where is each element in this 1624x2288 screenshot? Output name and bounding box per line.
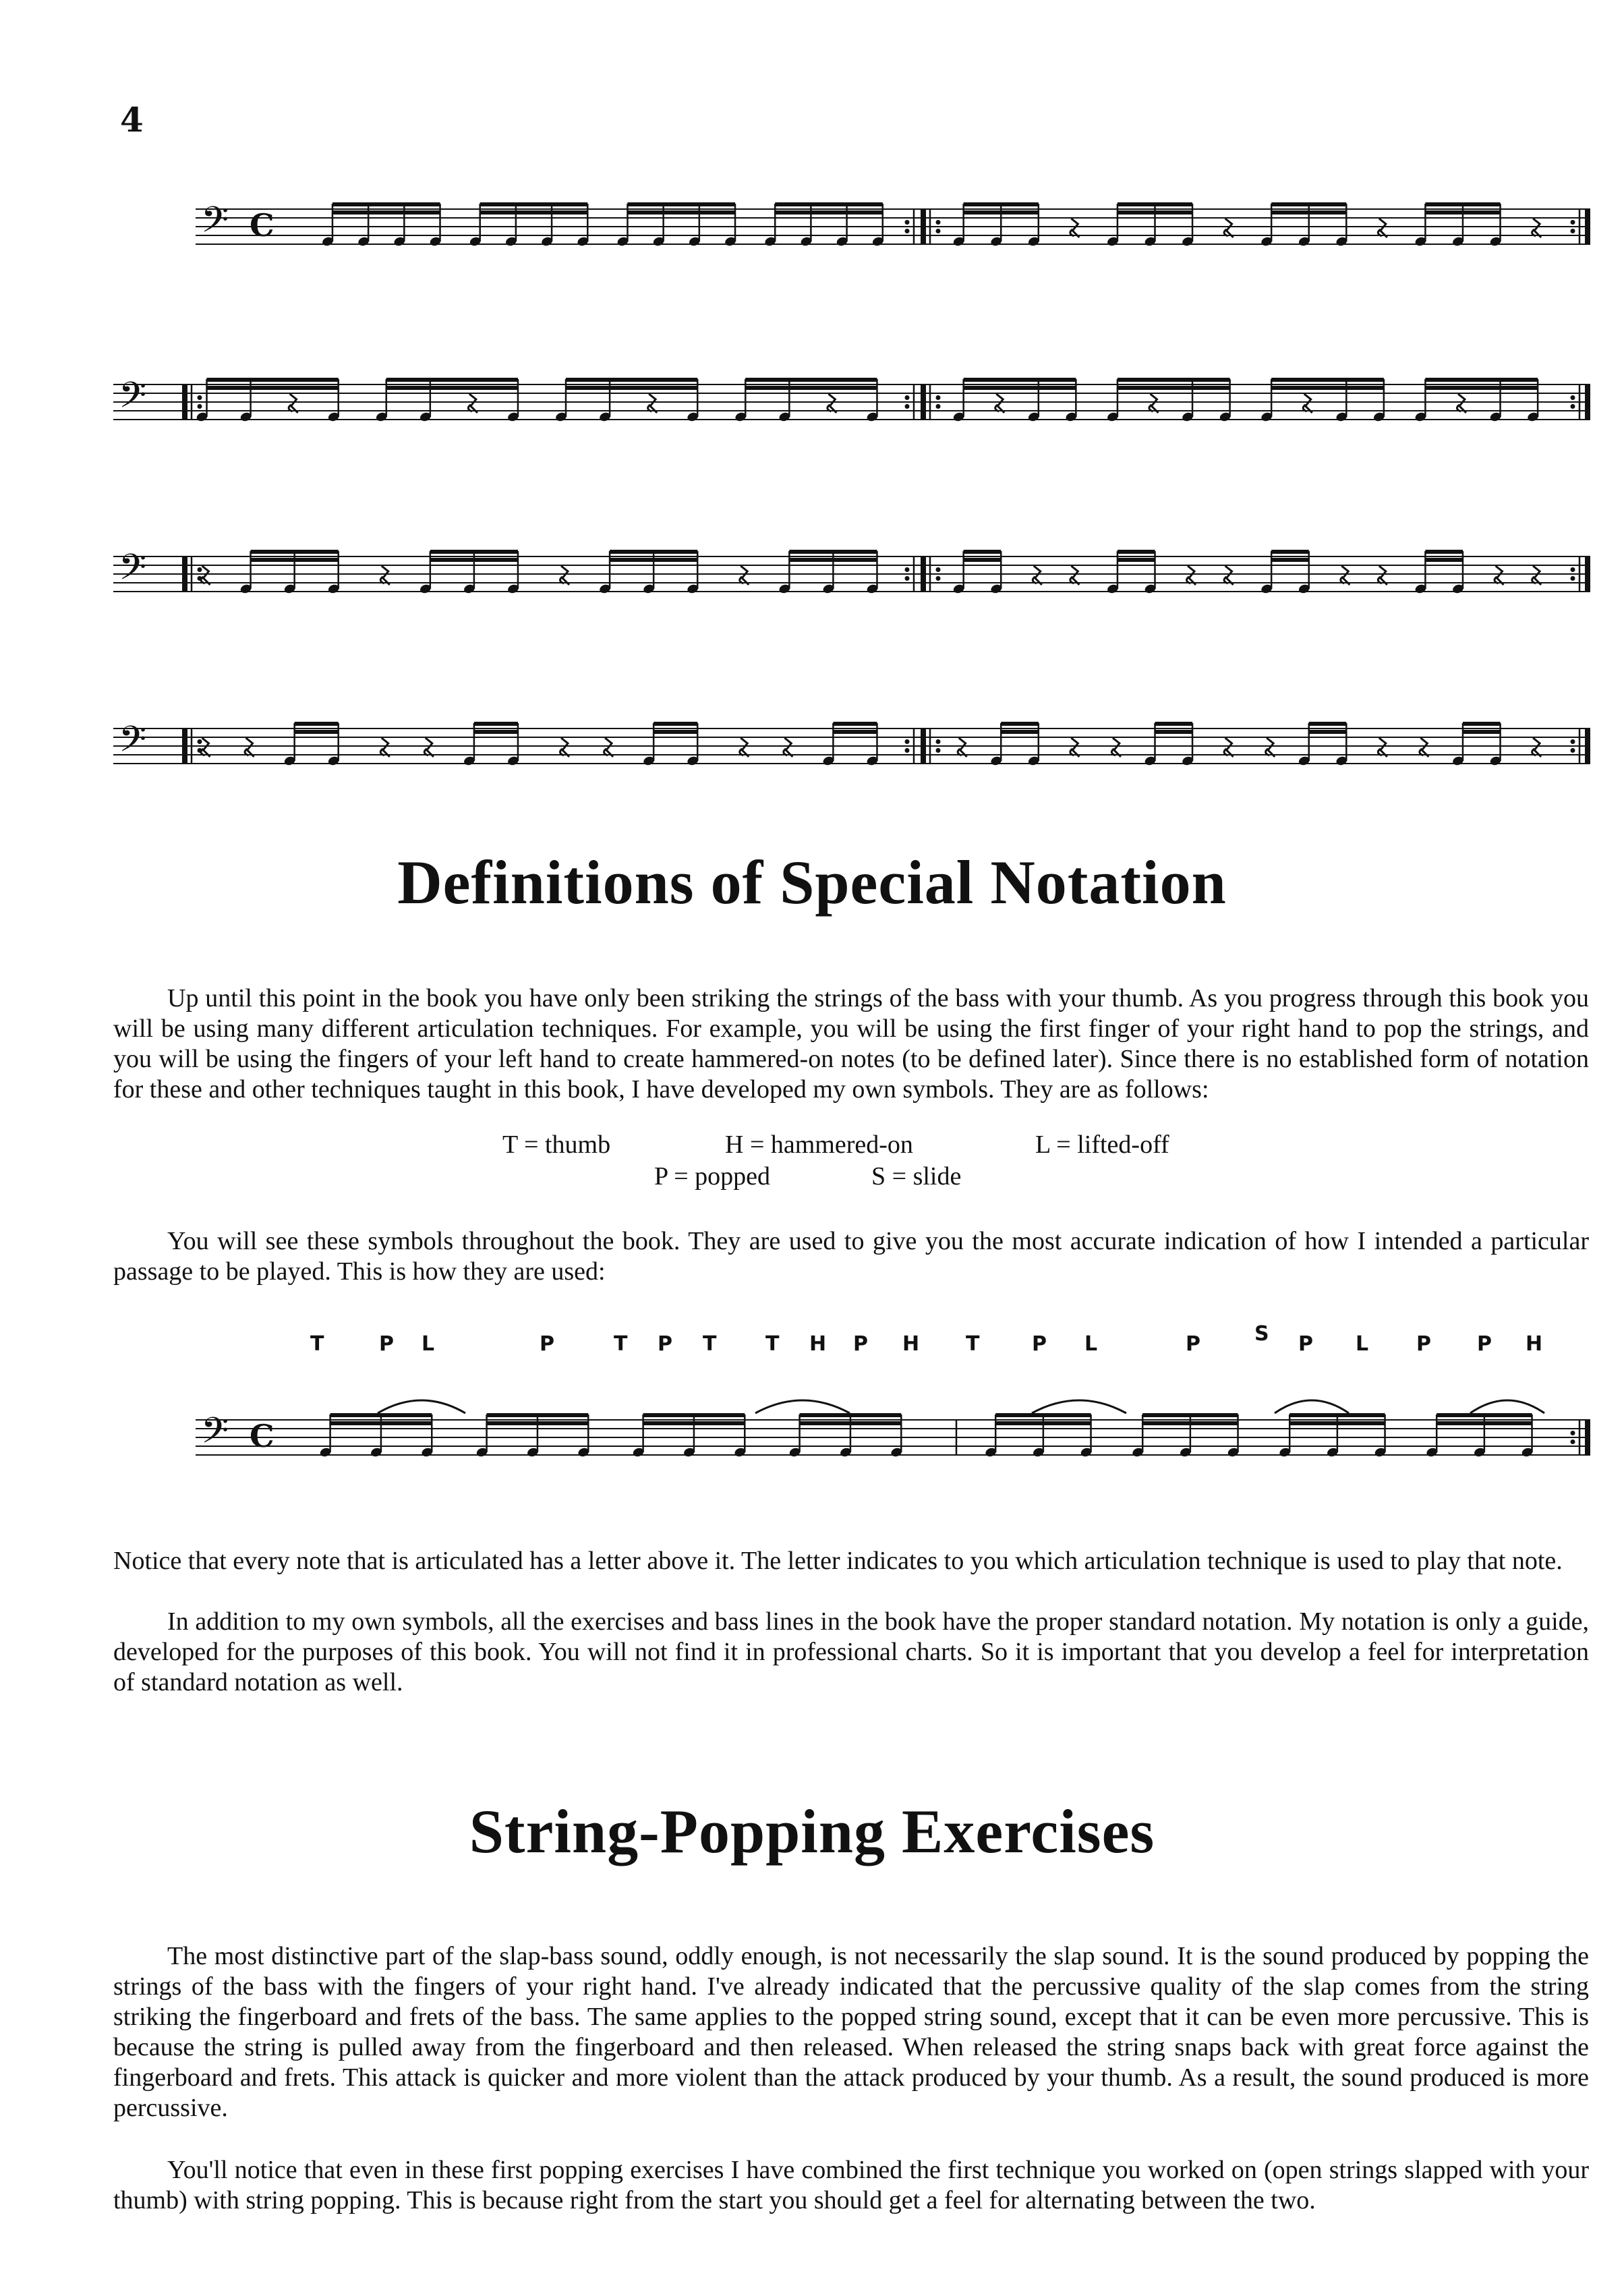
sixteenth-rest — [1532, 738, 1542, 757]
beam — [800, 1413, 902, 1417]
articulation-letter: H — [809, 1332, 827, 1356]
beam — [789, 550, 877, 554]
beam — [627, 202, 735, 206]
barline-thick — [921, 728, 926, 764]
popping-paragraph-1: The most distinctive part of the slap-bass sound, oddly enough, is not necessarily the slap sound. It is the sound produced by popping the strings of the bass with the fingers of your right hand. I've already indicated that the percussive quality of the slap comes from the string striking the fingerboard and frets of the bass. The same applies to the popped string sound, except that it can be even more percussive. This is because the string is pulled away from the fingerboard and then released. When released the string snaps back with great force against the fingerboard and frets. This attack is quicker and more violent than the attack produced by your thumb. As a result, the sound produced is more percussive. — [113, 1942, 1589, 2122]
slur — [1032, 1400, 1126, 1413]
exercise-staff-4 — [0, 691, 1624, 786]
barline-thick — [921, 384, 926, 420]
repeat-dot — [905, 576, 910, 581]
beam — [1425, 558, 1463, 562]
sixteenth-rest — [1495, 566, 1504, 585]
beam — [833, 730, 877, 734]
sixteenth-rest — [1224, 219, 1234, 237]
time-signature: C — [250, 207, 274, 244]
beam — [1155, 730, 1192, 734]
beam — [964, 386, 1076, 390]
sixteenth-rest — [740, 566, 749, 585]
bass-clef: 𝄢 — [119, 375, 147, 425]
beam — [474, 722, 518, 726]
repeat-dot — [905, 567, 910, 572]
barline-thick — [182, 556, 187, 592]
beam — [1001, 722, 1039, 726]
beam — [1425, 386, 1538, 390]
beam — [1289, 1421, 1385, 1425]
barline-thick — [1585, 556, 1590, 592]
sixteenth-rest — [648, 394, 658, 413]
repeat-dot — [905, 395, 910, 400]
sixteenth-rest — [1378, 738, 1387, 757]
articulation-letter: P — [1186, 1332, 1200, 1356]
articulation-letter: T — [310, 1332, 324, 1356]
beam — [995, 1421, 1091, 1425]
articulation-letter: P — [1032, 1332, 1047, 1356]
sixteenth-rest — [380, 738, 390, 757]
beam — [745, 378, 877, 382]
sixteenth-rest — [1378, 566, 1387, 585]
sixteenth-rest — [201, 738, 210, 757]
popping-paragraph-2: You'll notice that even in these first popping exercises I have combined the first technique you worked on (open strings slapped with your thumb) with string popping. This is because right from the start you should get a feel for alternating between the two. — [113, 2156, 1589, 2214]
exercise-staff-3 — [0, 519, 1624, 614]
sixteenth-rest — [201, 566, 210, 585]
slur — [1470, 1400, 1544, 1413]
beam — [330, 1413, 432, 1417]
articulation-letter: T — [703, 1332, 717, 1356]
beam — [386, 378, 518, 382]
repeat-dot — [1571, 567, 1575, 572]
beam — [610, 550, 697, 554]
repeat-dot — [936, 567, 941, 572]
sixteenth-rest — [1341, 566, 1350, 585]
beam — [1437, 1413, 1532, 1417]
beam — [964, 210, 1039, 214]
beam — [1425, 202, 1500, 206]
sixteenth-rest — [1457, 394, 1466, 413]
beam — [1271, 550, 1309, 554]
beam — [610, 558, 697, 562]
sixteenth-rest — [740, 738, 749, 757]
sixteenth-rest — [468, 394, 477, 413]
symbol-lifted-off: L = lifted-off — [1035, 1131, 1169, 1159]
repeat-dot — [905, 748, 910, 753]
beam — [207, 386, 339, 390]
definitions-notice: Notice that every note that is articulated has a letter above it. The letter indicates to you which articulation technique is used to play that note. — [113, 1547, 1563, 1575]
beam — [995, 1413, 1091, 1417]
sixteenth-rest — [1070, 566, 1080, 585]
sixteenth-rest — [1111, 738, 1121, 757]
repeat-dot — [905, 404, 910, 409]
beam — [295, 730, 339, 734]
sixteenth-rest — [1266, 738, 1275, 757]
beam — [964, 558, 1002, 562]
sixteenth-rest — [604, 738, 614, 757]
sixteenth-rest — [1303, 394, 1312, 413]
sixteenth-rest — [380, 566, 390, 585]
bass-clef: 𝄢 — [201, 1410, 229, 1460]
beam — [833, 722, 877, 726]
beam — [1118, 386, 1230, 390]
beam — [1155, 722, 1192, 726]
barline-thick — [1585, 1420, 1590, 1455]
repeat-dot — [1571, 404, 1575, 409]
definitions-title: Definitions of Special Notation — [397, 848, 1227, 917]
symbol-slide: S = slide — [871, 1162, 962, 1191]
repeat-dot — [936, 229, 941, 233]
popping-title: String-Popping Exercises — [469, 1797, 1155, 1866]
beam — [207, 378, 339, 382]
sixteenth-rest — [828, 394, 837, 413]
sixteenth-rest — [784, 738, 793, 757]
beam — [789, 558, 877, 562]
sixteenth-rest — [289, 394, 298, 413]
repeat-dot — [1571, 220, 1575, 225]
articulation-letter: P — [1416, 1332, 1431, 1356]
articulation-letter: L — [1356, 1332, 1369, 1356]
beam — [474, 730, 518, 734]
slur — [755, 1400, 850, 1413]
articulation-letter: L — [1084, 1332, 1098, 1356]
repeat-dot — [198, 739, 202, 744]
beam — [1118, 378, 1230, 382]
beam — [566, 378, 697, 382]
repeat-dot — [1571, 739, 1575, 744]
barline-thick — [921, 209, 926, 244]
symbol-hammered-on: H = hammered-on — [725, 1131, 913, 1159]
exercise-staff-1 — [0, 182, 1624, 263]
beam — [1118, 210, 1192, 214]
articulation-letter: T — [614, 1332, 628, 1356]
repeat-dot — [936, 404, 941, 409]
repeat-dot — [1571, 229, 1575, 233]
beam — [1309, 722, 1347, 726]
beam — [566, 386, 697, 390]
barline-thick — [921, 556, 926, 592]
exercise-staff-2 — [0, 347, 1624, 442]
bass-clef: 𝄢 — [119, 547, 147, 597]
sixteenth-rest — [1224, 738, 1234, 757]
articulation-letter: H — [902, 1332, 920, 1356]
repeat-dot — [1571, 1439, 1575, 1444]
beam — [332, 210, 440, 214]
beam — [964, 550, 1002, 554]
definitions-usage: You will see these symbols throughout the book. They are used to give you the most accurate indication of how I intended a particular passage to be played. This is how they are used: — [113, 1227, 1589, 1286]
beam — [1463, 722, 1501, 726]
repeat-dot — [936, 576, 941, 581]
articulation-letter: T — [765, 1332, 780, 1356]
repeat-dot — [905, 229, 910, 233]
articulation-letter: H — [1526, 1332, 1543, 1356]
beam — [1425, 378, 1538, 382]
articulation-letter: S — [1254, 1322, 1269, 1346]
repeat-dot — [1571, 748, 1575, 753]
sixteenth-rest — [560, 738, 569, 757]
beam — [1271, 386, 1384, 390]
articulation-letter: P — [379, 1332, 394, 1356]
sixteenth-rest — [1070, 738, 1080, 757]
beam — [1118, 550, 1155, 554]
repeat-dot — [905, 739, 910, 744]
beam — [1463, 730, 1501, 734]
repeat-dot — [1571, 576, 1575, 581]
beam — [295, 722, 339, 726]
beam — [1309, 730, 1347, 734]
beam — [800, 1421, 902, 1425]
articulation-letter: L — [422, 1332, 435, 1356]
beam — [1425, 210, 1500, 214]
barline-thick — [1585, 728, 1590, 764]
beam — [430, 558, 518, 562]
beam — [1271, 202, 1346, 206]
beam — [487, 1421, 589, 1425]
beam — [627, 210, 735, 214]
beam — [386, 386, 518, 390]
beam — [480, 210, 588, 214]
sixteenth-rest — [1224, 566, 1234, 585]
articulation-letter: P — [540, 1332, 554, 1356]
sixteenth-rest — [424, 738, 434, 757]
barline-thick — [182, 384, 187, 420]
beam — [1142, 1421, 1238, 1425]
beam — [775, 202, 883, 206]
repeat-dot — [198, 395, 202, 400]
beam — [1271, 378, 1384, 382]
beam — [1001, 730, 1039, 734]
beam — [643, 1421, 745, 1425]
barline-thick — [1585, 384, 1590, 420]
symbol-thumb: T = thumb — [502, 1131, 611, 1159]
beam — [964, 202, 1039, 206]
repeat-dot — [905, 220, 910, 225]
articulation-letter: P — [853, 1332, 868, 1356]
page-number: 4 — [120, 100, 144, 140]
beam — [487, 1413, 589, 1417]
repeat-dot — [936, 395, 941, 400]
repeat-dot — [198, 404, 202, 409]
beam — [654, 722, 697, 726]
repeat-dot — [198, 567, 202, 572]
sixteenth-rest — [958, 738, 967, 757]
sixteenth-rest — [1186, 566, 1196, 585]
beam — [1271, 210, 1346, 214]
beam — [251, 558, 339, 562]
beam — [1118, 558, 1155, 562]
sixteenth-rest — [245, 738, 254, 757]
symbol-popped: P = popped — [654, 1162, 771, 1191]
beam — [745, 386, 877, 390]
beam — [1142, 1413, 1238, 1417]
articulation-letter: T — [966, 1332, 980, 1356]
definitions-addition: In addition to my own symbols, all the exercises and bass lines in the book have the proper standard notation. My notation is only a guide, developed for the purposes of this book. You will not find it in professional charts. So it is important that you develop a feel for interpretation of standard notation as well. — [113, 1607, 1589, 1696]
sixteenth-rest — [1378, 219, 1387, 237]
sixteenth-rest — [1532, 219, 1542, 237]
articulation-example-staff — [0, 1369, 1624, 1524]
repeat-dot — [1571, 1431, 1575, 1435]
beam — [964, 378, 1076, 382]
bass-clef: 𝄢 — [119, 719, 147, 769]
barline-thick — [182, 728, 187, 764]
slur — [378, 1400, 465, 1413]
beam — [1425, 550, 1463, 554]
beam — [643, 1413, 745, 1417]
beam — [775, 210, 883, 214]
articulation-letter: P — [1298, 1332, 1313, 1356]
beam — [430, 550, 518, 554]
repeat-dot — [936, 739, 941, 744]
beam — [1118, 202, 1192, 206]
articulation-letter: P — [658, 1332, 672, 1356]
sixteenth-rest — [1149, 394, 1159, 413]
repeat-dot — [936, 220, 941, 225]
beam — [480, 202, 588, 206]
sixteenth-rest — [1532, 566, 1542, 585]
sixteenth-rest — [995, 394, 1005, 413]
articulation-letter: P — [1477, 1332, 1492, 1356]
repeat-dot — [1571, 395, 1575, 400]
beam — [1437, 1421, 1532, 1425]
time-signature: C — [250, 1418, 274, 1454]
sixteenth-rest — [1420, 738, 1429, 757]
beam — [1271, 558, 1309, 562]
beam — [654, 730, 697, 734]
definitions-intro: Up until this point in the book you have only been striking the strings of the bass with your thumb. As you progress through this book you will be using many different articulation techniques. For example, you will be using the first finger of your right hand to pop the strings, and you will be using the fingers of your left hand to create hammered-on notes (to be defined later). Since there is no established form of notation for these and other techniques taught in this book, I have developed my own symbols. They are as follows: — [113, 984, 1589, 1104]
sixteenth-rest — [1033, 566, 1042, 585]
beam — [1289, 1413, 1385, 1417]
sixteenth-rest — [560, 566, 569, 585]
bass-clef: 𝄢 — [201, 200, 229, 250]
sixteenth-rest — [1070, 219, 1080, 237]
beam — [332, 202, 440, 206]
beam — [330, 1421, 432, 1425]
repeat-dot — [936, 748, 941, 753]
beam — [251, 550, 339, 554]
slur — [1275, 1400, 1349, 1413]
barline-thick — [1585, 209, 1590, 244]
